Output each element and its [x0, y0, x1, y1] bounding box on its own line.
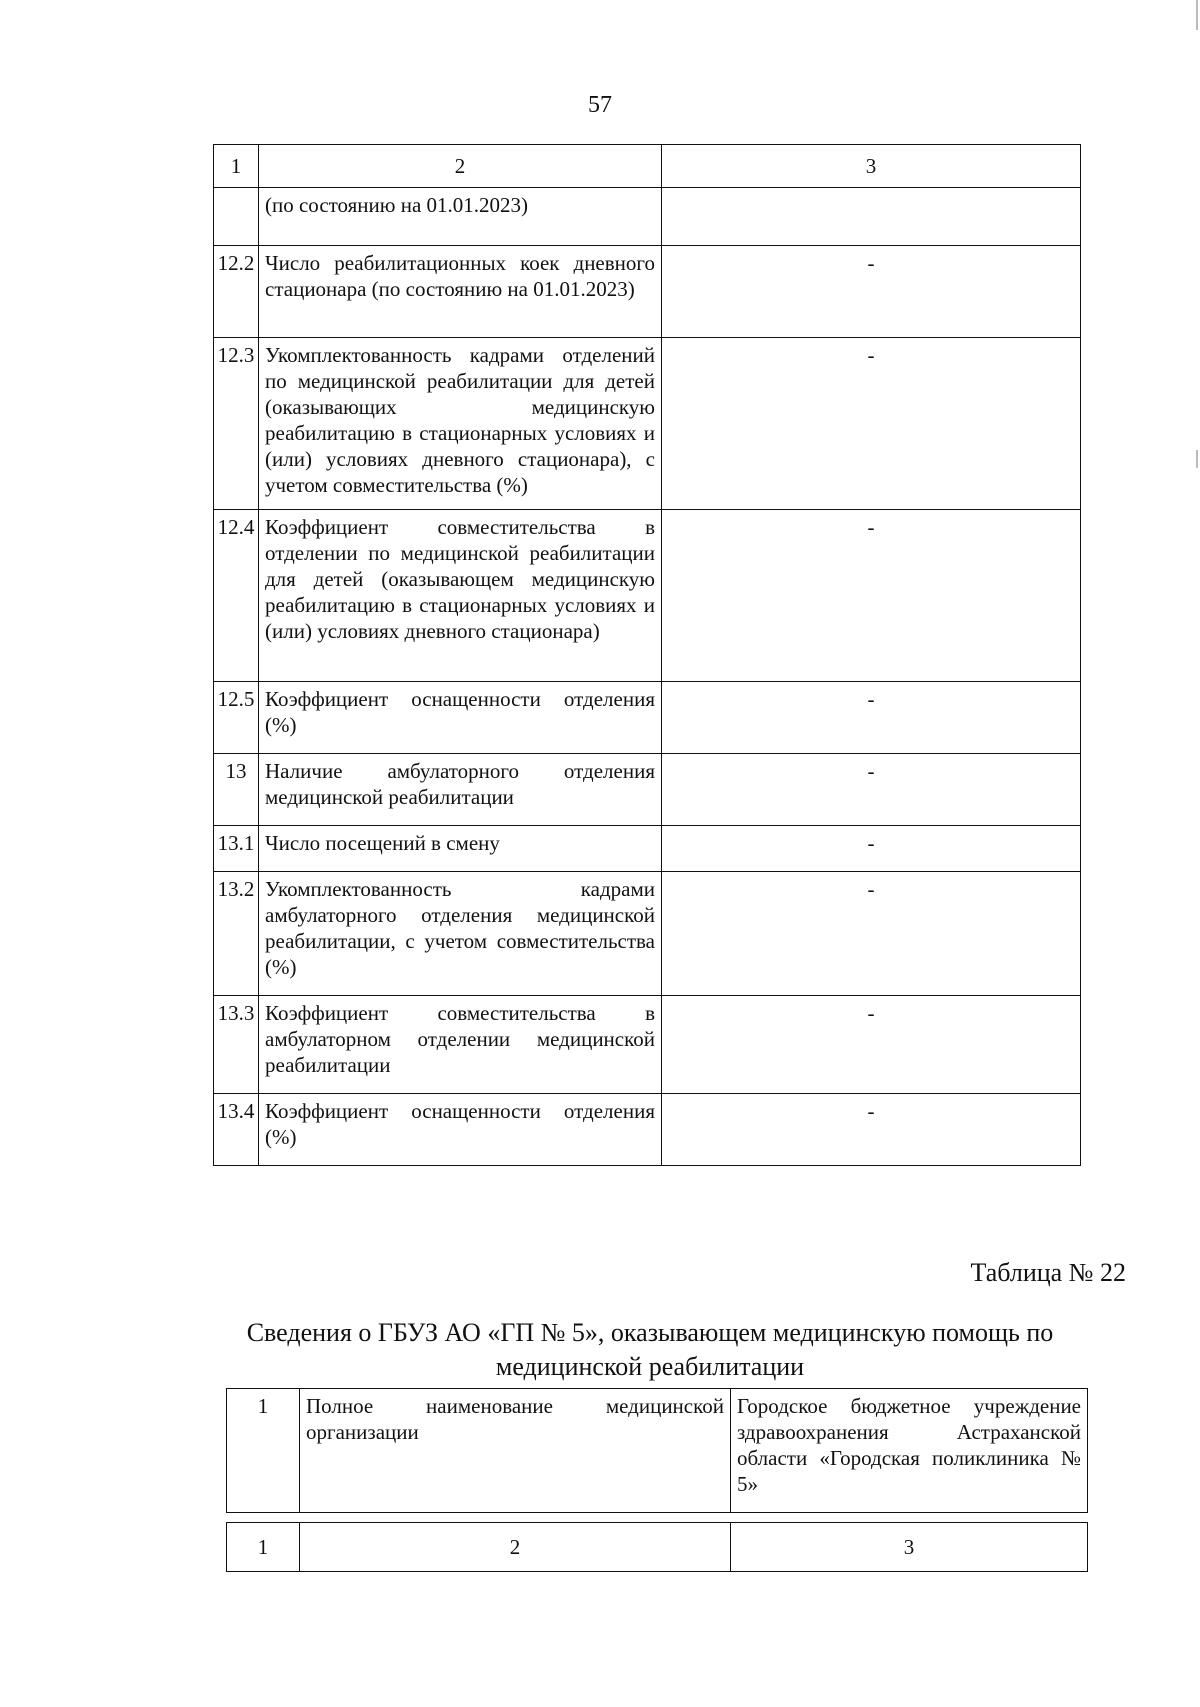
row-number: 12.3 — [214, 338, 259, 510]
row-text: Коэффициент совместительства в амбулаторном отделении медицинской реабилитации — [259, 996, 662, 1094]
table-row — [214, 1094, 1081, 1166]
row-value: - — [662, 872, 1081, 996]
row-value: Городское бюджетное учреждение здравоохранения Астраханской области «Городская поликлиника № 5» — [731, 1389, 1088, 1513]
page-number: 57 — [588, 92, 612, 118]
scan-edge-mark — [1196, 450, 1198, 468]
table-row — [214, 996, 1081, 1094]
header-col-2: 2 — [300, 1523, 731, 1572]
row-value: - — [662, 510, 1081, 682]
row-number: 12.2 — [214, 246, 259, 338]
row-text: Укомплектованность кадрами амбулаторного отделения медицинской реабилитации, с учетом совместительства (%) — [259, 872, 662, 996]
row-value — [662, 188, 1081, 246]
table-row — [214, 682, 1081, 754]
header-col-3: 3 — [662, 145, 1081, 188]
header-col-2: 2 — [259, 145, 662, 188]
row-text: Коэффициент оснащенности отделения (%) — [259, 682, 662, 754]
row-number: 12.4 — [214, 510, 259, 682]
table-row — [214, 754, 1081, 826]
row-value: - — [662, 246, 1081, 338]
table-row — [214, 826, 1081, 872]
scan-edge-mark — [1196, 0, 1198, 30]
row-number: 1 — [227, 1389, 300, 1513]
continuation-header-table — [226, 1522, 1088, 1572]
table-row — [214, 338, 1081, 510]
row-value: - — [662, 682, 1081, 754]
table-caption: Таблица № 22 — [970, 1258, 1126, 1287]
table-row — [214, 246, 1081, 338]
row-value: - — [662, 338, 1081, 510]
row-text: Коэффициент совместительства в отделении по медицинской реабилитации для детей (оказывающем медицинскую реабилитацию в стационарных условиях и (или) условиях дневного стационара) — [259, 510, 662, 682]
row-number: 13 — [214, 754, 259, 826]
row-text: Укомплектованность кадрами отделений по медицинской реабилитации для детей (оказывающих медицинскую реабилитацию в стационарных условиях и (или) условиях дневного стационара), с учетом совместительства (%) — [259, 338, 662, 510]
table-row — [214, 510, 1081, 682]
row-number — [214, 188, 259, 246]
row-text: (по состоянию на 01.01.2023) — [259, 188, 662, 246]
organization-table — [226, 1388, 1088, 1513]
row-value: - — [662, 826, 1081, 872]
table-header-row — [214, 145, 1081, 188]
row-text: Число посещений в смену — [259, 826, 662, 872]
header-col-3: 3 — [731, 1523, 1088, 1572]
table-row — [214, 188, 1081, 246]
row-number: 13.2 — [214, 872, 259, 996]
table-header-row — [227, 1523, 1088, 1572]
table-title: Сведения о ГБУЗ АО «ГП № 5», оказывающем медицинскую помощь по медицинской реабилитации — [246, 1318, 1054, 1381]
row-value: - — [662, 996, 1081, 1094]
row-number: 12.5 — [214, 682, 259, 754]
header-col-1: 1 — [214, 145, 259, 188]
row-text: Полное наименование медицинской организации — [300, 1389, 731, 1513]
row-number: 13.4 — [214, 1094, 259, 1166]
row-text: Коэффициент оснащенности отделения (%) — [259, 1094, 662, 1166]
indicators-table — [213, 144, 1081, 1166]
row-value: - — [662, 1094, 1081, 1166]
table-row — [214, 872, 1081, 996]
row-text: Число реабилитационных коек дневного стационара (по состоянию на 01.01.2023) — [259, 246, 662, 338]
table-row — [227, 1389, 1088, 1513]
row-text: Наличие амбулаторного отделения медицинской реабилитации — [259, 754, 662, 826]
header-col-1: 1 — [227, 1523, 300, 1572]
row-number: 13.3 — [214, 996, 259, 1094]
row-value: - — [662, 754, 1081, 826]
row-number: 13.1 — [214, 826, 259, 872]
